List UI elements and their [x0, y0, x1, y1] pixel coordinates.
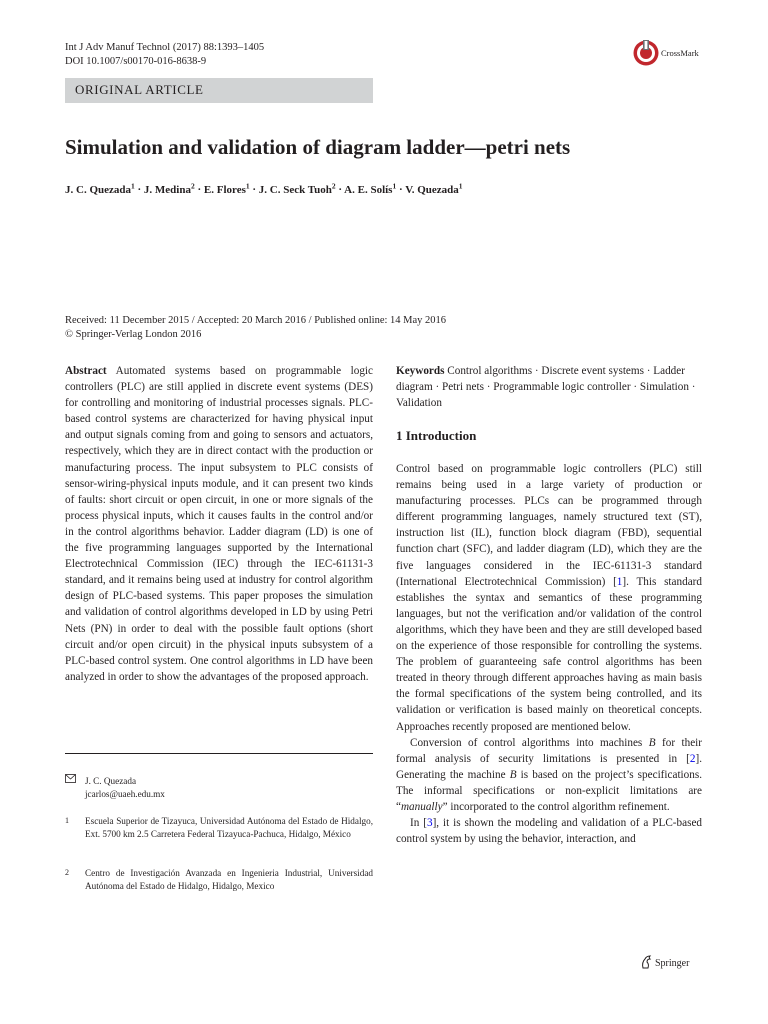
abstract-label: Abstract — [65, 365, 107, 377]
affiliation-1 — [65, 815, 373, 855]
author[interactable]: J. Medina$^2$ — [143, 181, 195, 196]
author[interactable]: J. C. Seck Tuoh$^2$ — [258, 181, 336, 196]
author-affiliation-mark: 1 — [392, 181, 397, 190]
doi[interactable]: DOI 10.1007/s00170-016-8638-9 — [65, 56, 207, 67]
article-type-banner — [65, 78, 373, 103]
publisher-logo — [640, 955, 689, 969]
introduction-body — [396, 461, 702, 847]
author[interactable]: J. C. Quezada$^1$ — [65, 181, 135, 196]
corresponding-author: J. C. Quezada — [85, 776, 137, 786]
page-title: Simulation and validation of diagram ladder—petri nets — [65, 135, 571, 159]
paragraph: Control based on programmable logic controllers (PLC) still remains being used in a large variety of production or manufacturing processes. PLCs can be programmed through different programming languages, namely structured text (ST), instruction list (IL), function block diagram (FBD), sequential function chart (SFC), and ladder diagram (LD), which they are the five languages considered in the IEC-61131-3 standard (International Electrotechnical Commission) [1]. This standard establishes the syntax and semantics of these programming languages, but not the verification and/or validation of the control algorithms, which they have been and they are still developed based on the experience of those responsible for controlling the systems. The problem of guaranteeing safe control algorithms has been treated in theory through different approaches having as main basis the formal specifications of the system being controlled, and its validation or verification is based mainly on theoretical concepts. Approaches recently proposed are mentioned below. — [396, 463, 702, 733]
affiliation-text: Escuela Superior de Tizayuca, Universidad Autónoma del Estado de Hidalgo, Ext. 5700 km 2.5 Carretera Federal Tizayuca-Pachuca, Hidalgo, México — [85, 816, 373, 839]
author-affiliation-mark: 1 — [458, 181, 463, 190]
crossmark-label: CrossMark — [661, 48, 699, 58]
correspondence — [65, 775, 373, 801]
author-list — [65, 181, 463, 196]
section-heading-introduction: 1 Introduction — [396, 428, 477, 443]
author-separator: · — [134, 183, 144, 196]
keywords-text: Control algorithms · Discrete event systems · Ladder diagram · Petri nets · Programmable logic controller · Simulation · Validation — [396, 365, 696, 410]
envelope-icon — [65, 774, 76, 787]
article-type-label: ORIGINAL ARTICLE — [75, 82, 204, 97]
abstract-text: Automated systems based on programmable logic controllers (PLC) are still applied in discrete event systems (DES) for controlling and monitoring of industrial processes signals. PLC-based control systems are characterized for having physical input and output signals coming from and going to sensors and actuators, respectively, which they are in direct contact with the production or manufacturing process. The input subsystem to PLC consists of sensor-wiring-physical inputs module, and it can present two kinds of faults: short circuit or open circuit, in one or more signals of the process physical inputs, which it causes faults in the control and/or in the control algorithms behavior. Ladder diagram (LD) is one of the five programming languages supported by the International Electrotechnical Commission (IEC) through the IEC-61131-3 standard, and it remains being used at industry for control algorithm design of PLC-based systems. This paper proposes the simulation and validation of control algorithms developed in LD by using Petri Nets (PN) in order to deal with the possible fault options (short circuit and/or open circuit) in the physical inputs subsystem of a PLC-based control system. One control algorithms in LD have been analyzed in order to show the advantages of the proposed approach. — [65, 365, 373, 683]
citation-link[interactable]: 3 — [426, 817, 433, 830]
corresponding-email[interactable]: jcarlos@uaeh.edu.mx — [85, 788, 165, 799]
keywords-label: Keywords — [396, 365, 445, 377]
author-separator: · — [249, 183, 259, 196]
affiliation-text: Centro de Investigación Avanzada en Ingenieria Industrial, Universidad Autónoma del Estado de Hidalgo, Hidalgo, Mexico — [85, 868, 373, 891]
citation-link[interactable]: 2 — [689, 752, 696, 765]
author-affiliation-mark: 1 — [245, 181, 250, 190]
paragraph: In [3], it is shown the modeling and validation of a PLC-based control system by using the behavior, interaction, and — [396, 817, 703, 846]
crossmark-badge[interactable] — [632, 38, 707, 68]
author-separator: · — [335, 183, 345, 196]
publisher-name: Springer — [655, 958, 690, 969]
affiliation-number: 2 — [65, 868, 69, 877]
publication-history — [65, 314, 446, 341]
affiliation-number: 1 — [65, 816, 69, 825]
abstract — [65, 363, 373, 685]
copyright: © Springer-Verlag London 2016 — [65, 328, 202, 340]
author[interactable]: A. E. Solís$^1$ — [344, 181, 397, 196]
author-affiliation-mark: 1 — [131, 181, 135, 190]
author-separator: · — [194, 183, 204, 196]
paragraph: Conversion of control algorithms into machines B for their formal analysis of security limitations is presented in [2]. Generating the machine B is based on the project’s specifications. The informal specifications or non-explicit limitations are “manually” incorporated to the control algorithm refinement. — [396, 736, 702, 813]
citation-link[interactable]: 1 — [616, 575, 623, 588]
affiliation-2 — [65, 867, 373, 895]
author-separator: · — [396, 183, 406, 196]
history-dates: Received: 11 December 2015 / Accepted: 20 March 2016 / Published online: 14 May 2016 — [65, 315, 447, 326]
author[interactable]: E. Flores$^1$ — [203, 181, 250, 196]
author[interactable]: V. Quezada$^1$ — [405, 181, 463, 196]
author-affiliation-mark: 2 — [331, 181, 336, 190]
springer-horse-icon — [640, 955, 652, 969]
keywords — [396, 363, 702, 411]
author-affiliation-mark: 2 — [190, 181, 195, 190]
footnote-divider — [65, 753, 373, 754]
journal-citation: Int J Adv Manuf Technol (2017) 88:1393–1405 — [65, 42, 265, 53]
